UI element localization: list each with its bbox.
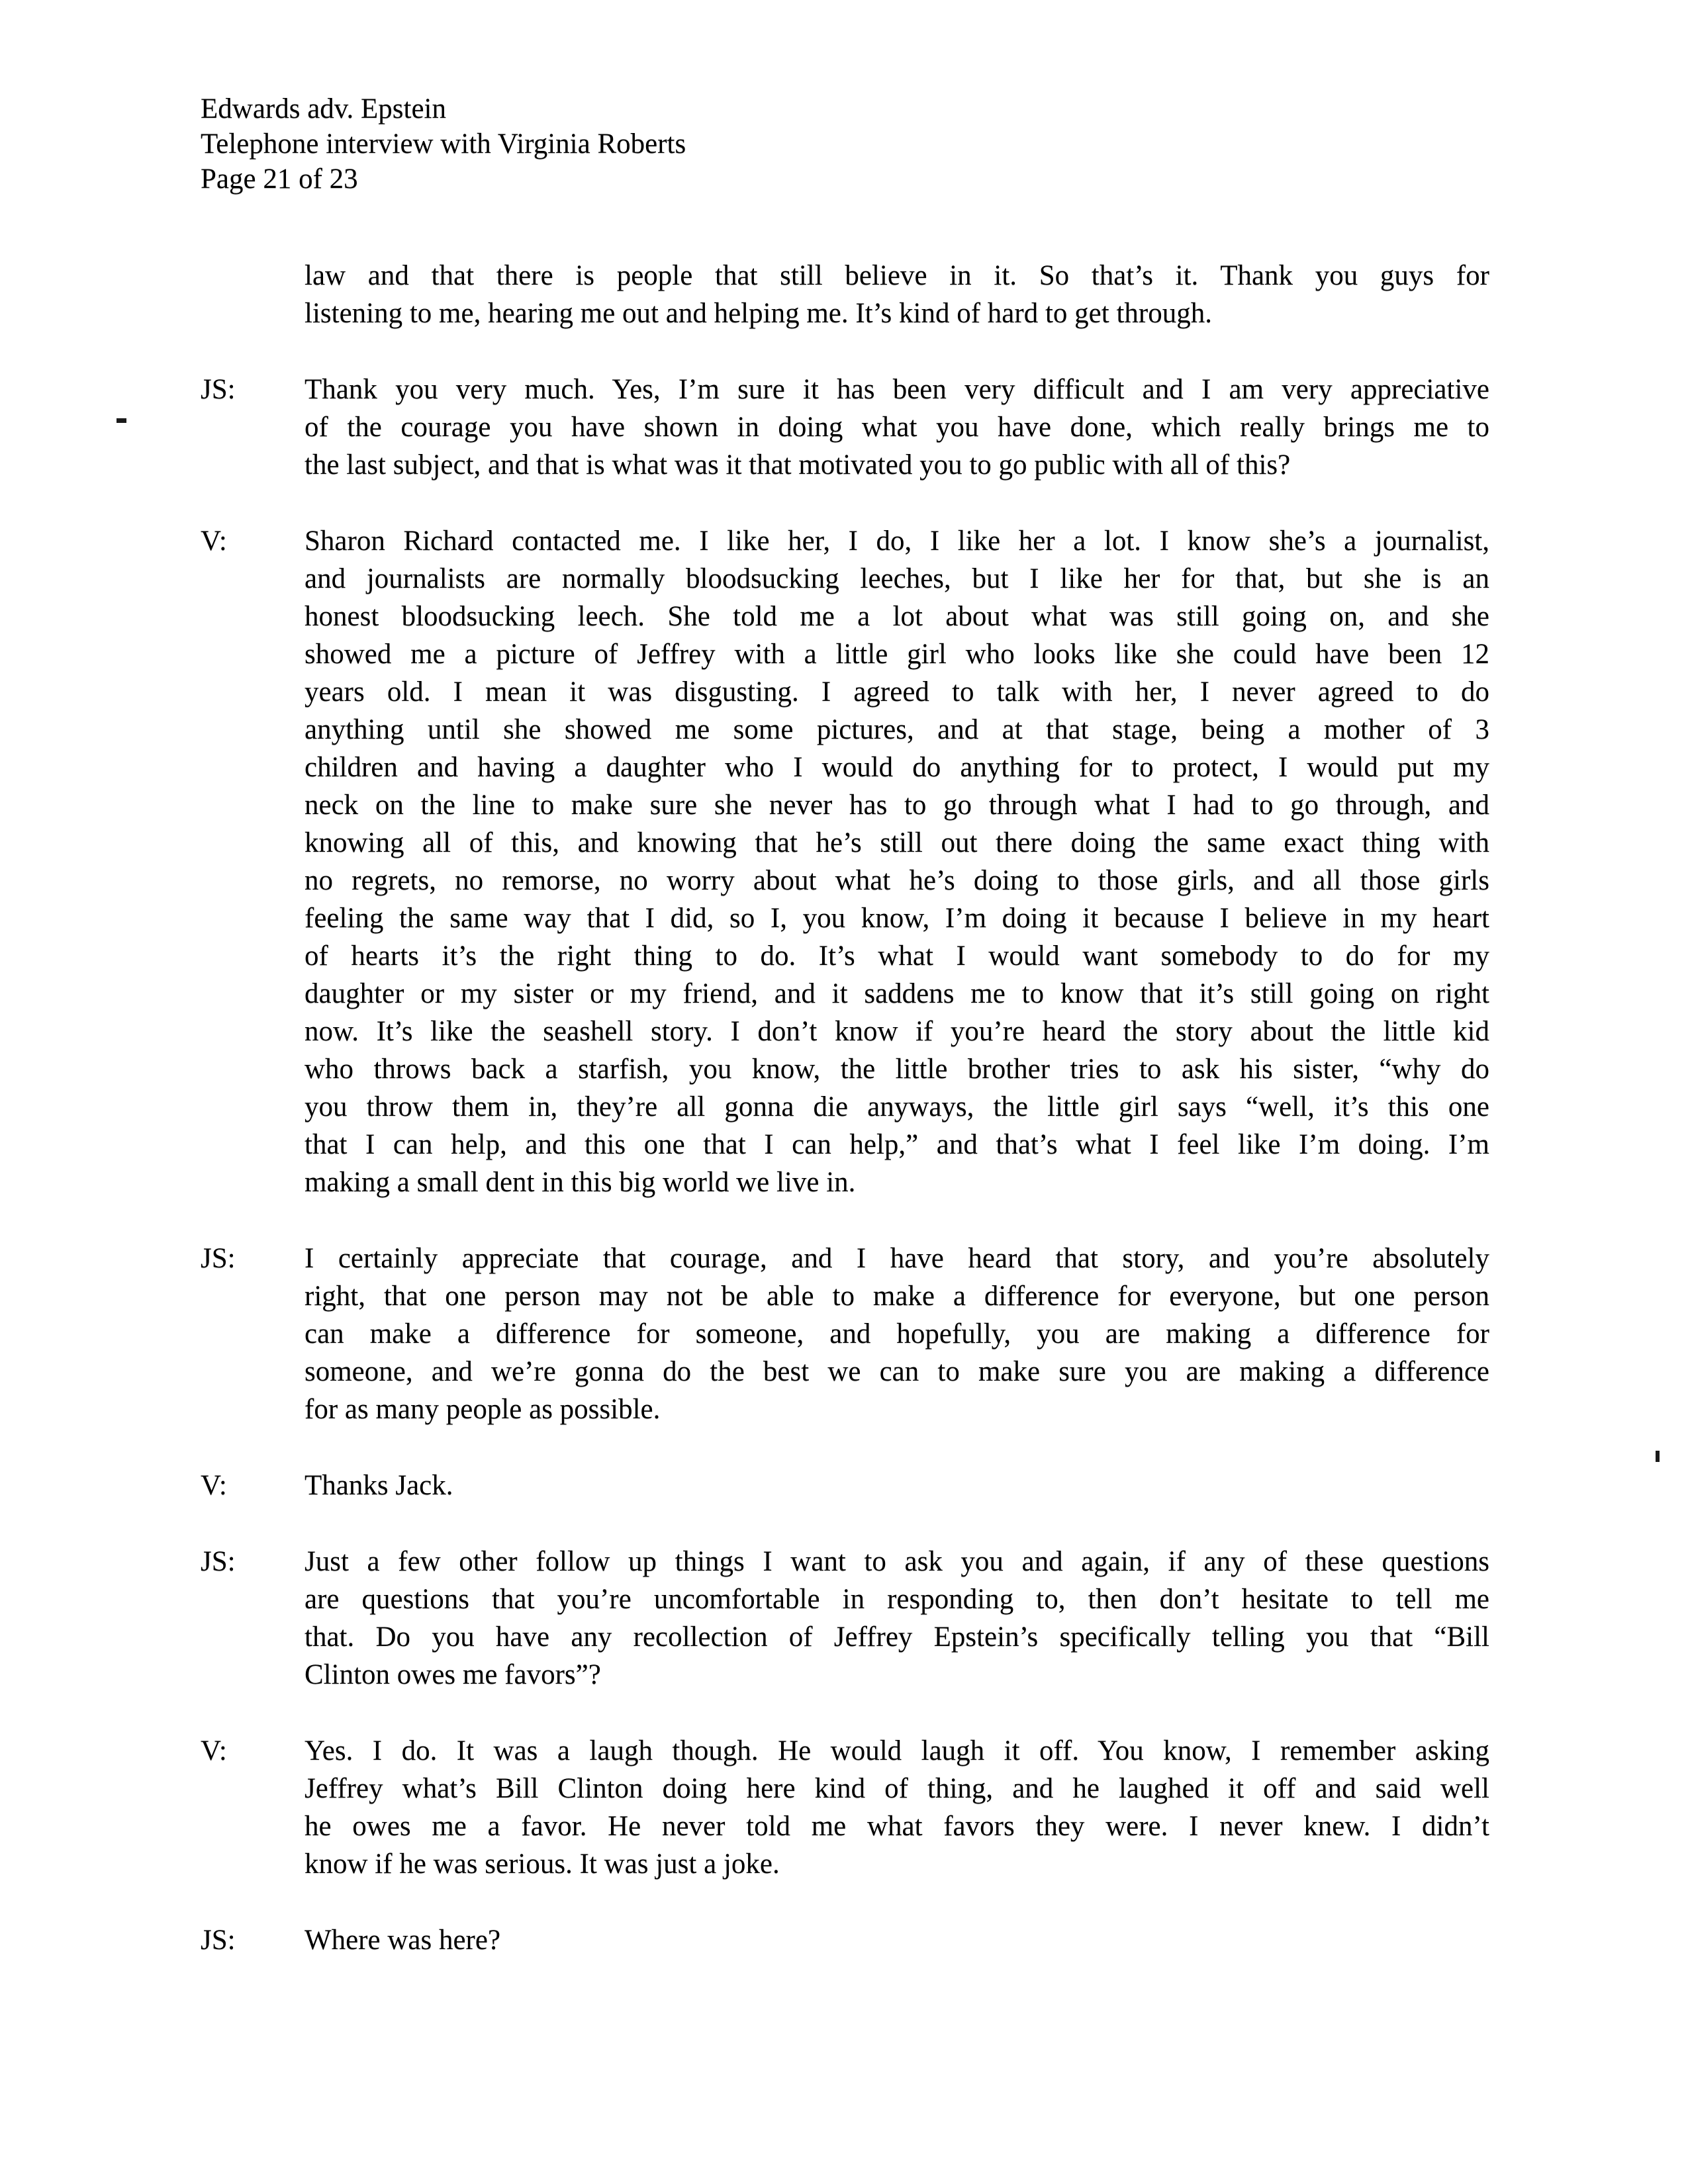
scan-artifact-tick (1656, 1451, 1660, 1462)
speaker-label: V: (201, 1735, 227, 1766)
header-page-number: Page 21 of 23 (201, 163, 358, 195)
turn-text (305, 1921, 1489, 1959)
text-line: someone, and we’re gonna do the best we can to make sure you are making a difference (305, 1356, 1489, 1387)
text-line: that I can help, and this one that I can help,” and that’s what I feel like I’m doing. I’m (305, 1129, 1489, 1160)
text-line: I certainly appreciate that courage, and I have heard that story, and you’re absolutely (305, 1243, 1489, 1274)
speaker-label: JS: (201, 1546, 236, 1577)
text-line: Where was here? (305, 1925, 501, 1956)
transcript (201, 257, 1489, 1959)
transcript-turn-v-2 (201, 1467, 1489, 1504)
turn-text (305, 257, 1489, 332)
text-line: children and having a daughter who I would do anything for to protect, I would put my (305, 752, 1489, 783)
text-line: knowing all of this, and knowing that he’s still out there doing the same exact thing with (305, 827, 1489, 858)
text-line: showed me a picture of Jeffrey with a little girl who looks like she could have been 12 (305, 639, 1489, 670)
text-line: for as many people as possible. (305, 1394, 661, 1425)
document-header (201, 91, 686, 197)
turn-text (305, 371, 1489, 484)
text-line: of the courage you have shown in doing what you have done, which really brings me to (305, 412, 1489, 443)
turn-text (305, 1543, 1489, 1694)
transcript-turn-js-1 (201, 371, 1489, 484)
text-line: can make a difference for someone, and hopefully, you are making a difference for (305, 1318, 1489, 1349)
text-line: listening to me, hearing me out and helping me. It’s kind of hard to get through. (305, 298, 1212, 329)
turn-text (305, 1240, 1489, 1428)
turn-text (305, 1732, 1489, 1883)
header-subtitle: Telephone interview with Virginia Roberts (201, 128, 686, 159)
transcript-turn-v-1 (201, 522, 1489, 1201)
text-line: now. It’s like the seashell story. I don’t know if you’re heard the story about the little kid (305, 1016, 1489, 1047)
text-line: know if he was serious. It was just a joke. (305, 1848, 780, 1880)
speaker-label: JS: (201, 1925, 236, 1956)
text-line: daughter or my sister or my friend, and it saddens me to know that it’s still going on right (305, 978, 1489, 1009)
text-line: Thank you very much. Yes, I’m sure it has been very difficult and I am very appreciative (305, 374, 1489, 405)
text-line: Thanks Jack. (305, 1470, 453, 1501)
text-line: Clinton owes me favors”? (305, 1659, 601, 1690)
text-line: of hearts it’s the right thing to do. It’s what I would want somebody to do for my (305, 940, 1489, 972)
text-line: neck on the line to make sure she never has to go through what I had to go through, and (305, 790, 1489, 821)
header-case-title: Edwards adv. Epstein (201, 93, 446, 124)
scan-artifact-dash (117, 418, 126, 423)
text-line: law and that there is people that still believe in it. So that’s it. Thank you guys for (305, 260, 1489, 291)
text-line: and journalists are normally bloodsucking leeches, but I like her for that, but she is an (305, 563, 1489, 594)
text-line: you throw them in, they’re all gonna die anyways, the little girl says “well, it’s this one (305, 1091, 1489, 1122)
speaker-label: JS: (201, 1243, 236, 1274)
text-line: making a small dent in this big world we live in. (305, 1167, 856, 1198)
text-line: honest bloodsucking leech. She told me a lot about what was still going on, and she (305, 601, 1489, 632)
text-line: no regrets, no remorse, no worry about what he’s doing to those girls, and all those girls (305, 865, 1489, 896)
speaker-label: V: (201, 1470, 227, 1501)
text-line: right, that one person may not be able to make a difference for everyone, but one person (305, 1281, 1489, 1312)
text-line: Jeffrey what’s Bill Clinton doing here kind of thing, and he laughed it off and said well (305, 1773, 1489, 1804)
transcript-turn-js-2 (201, 1240, 1489, 1428)
turn-text (305, 1467, 1489, 1504)
text-line: Just a few other follow up things I want to ask you and again, if any of these questions (305, 1546, 1489, 1577)
text-line: feeling the same way that I did, so I, you know, I’m doing it because I believe in my heart (305, 903, 1489, 934)
text-line: who throws back a starfish, you know, the little brother tries to ask his sister, “why do (305, 1054, 1489, 1085)
text-line: Sharon Richard contacted me. I like her, I do, I like her a lot. I know she’s a journalist, (305, 525, 1489, 557)
text-line: anything until she showed me some pictures, and at that stage, being a mother of 3 (305, 714, 1489, 745)
transcript-turn-js-4 (201, 1921, 1489, 1959)
transcript-turn-v-3 (201, 1732, 1489, 1883)
text-line: that. Do you have any recollection of Jeffrey Epstein’s specifically telling you that “Bill (305, 1621, 1489, 1653)
transcript-turn-continuation (201, 257, 1489, 332)
speaker-label: V: (201, 525, 227, 557)
turn-text (305, 522, 1489, 1201)
text-line: the last subject, and that is what was it that motivated you to go public with all of this? (305, 449, 1291, 480)
text-line: he owes me a favor. He never told me what favors they were. I never knew. I didn’t (305, 1811, 1489, 1842)
transcript-turn-js-3 (201, 1543, 1489, 1694)
text-line: are questions that you’re uncomfortable in responding to, then don’t hesitate to tell me (305, 1584, 1489, 1615)
speaker-label: JS: (201, 374, 236, 405)
text-line: years old. I mean it was disgusting. I agreed to talk with her, I never agreed to do (305, 676, 1489, 707)
text-line: Yes. I do. It was a laugh though. He would laugh it off. You know, I remember asking (305, 1735, 1489, 1766)
